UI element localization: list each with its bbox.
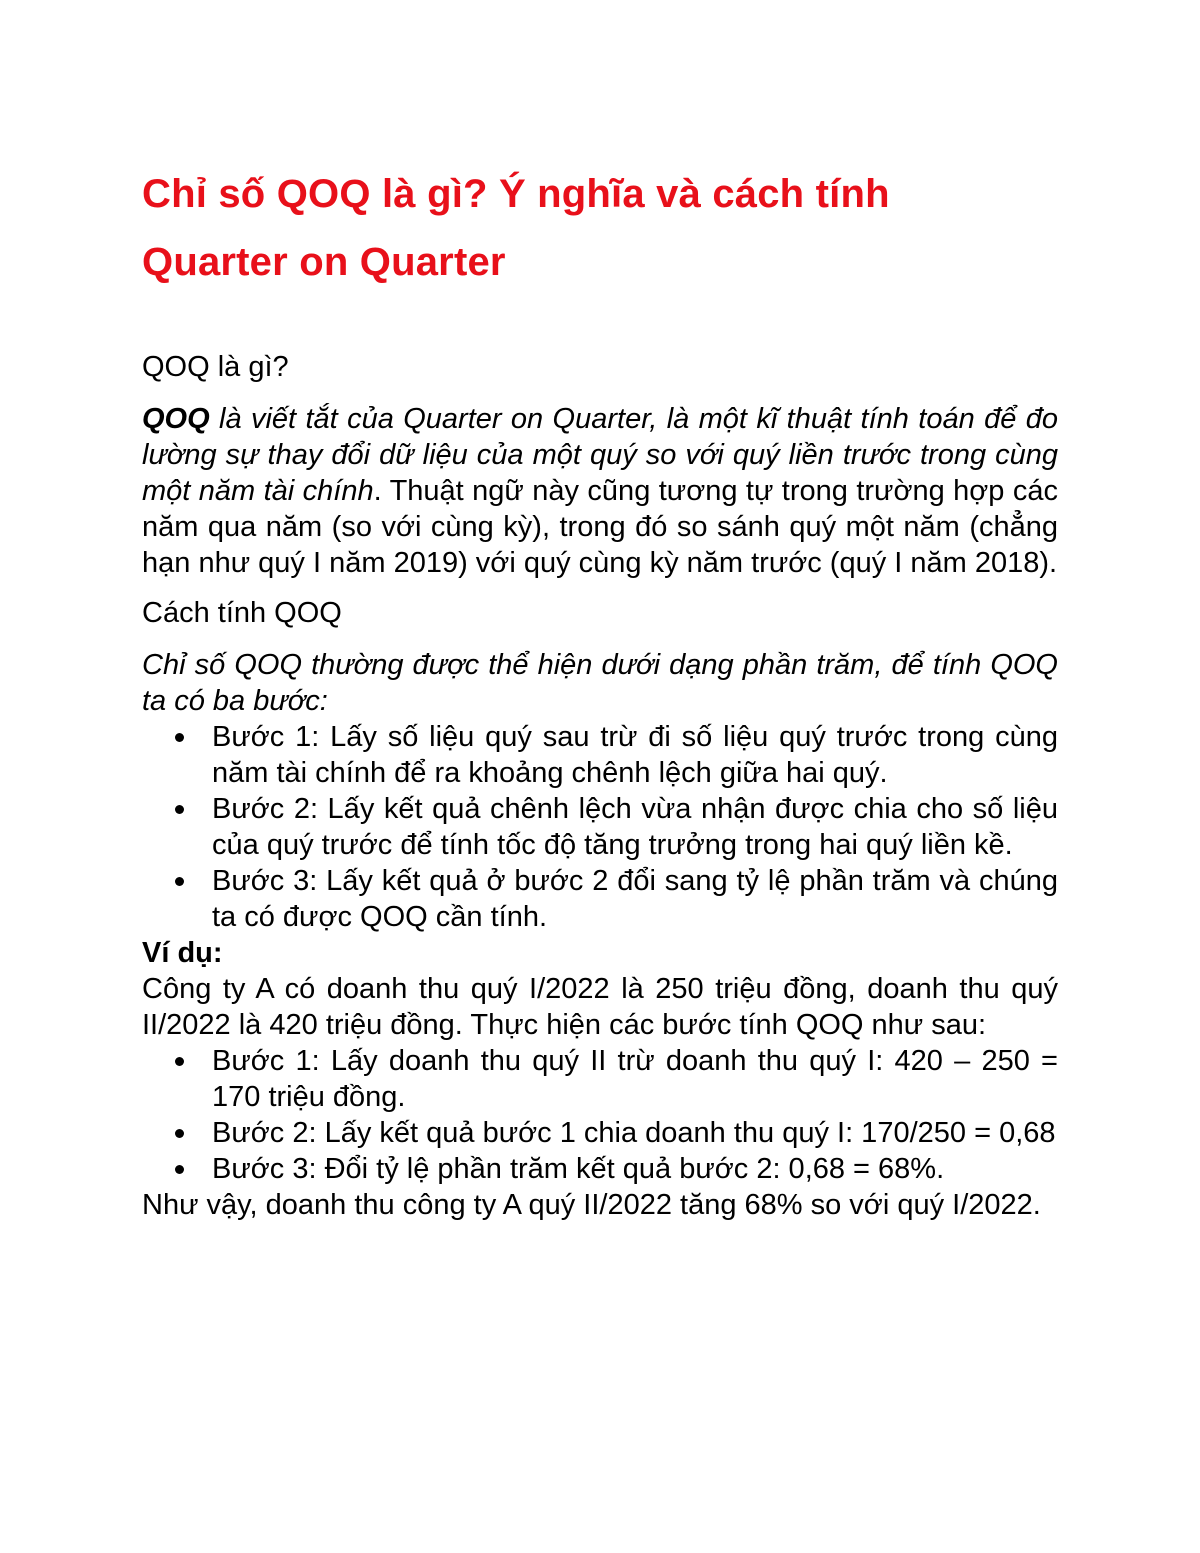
bullet-icon [175, 1057, 184, 1066]
example-intro: Công ty A có doanh thu quý I/2022 là 250 triệu đồng, doanh thu quý II/2022 là 420 triệu đồng. Thực hiện các bước tính QOQ như sau: [142, 973, 1058, 1041]
bullet-icon [175, 1129, 184, 1138]
definition-italic-text: là viết tắt của Quarter on Quarter, là một kĩ thuật tính toán để đo lường sự thay đổi dữ liệu của một quý so với quý liền trước trong cùng một năm tài chính [142, 403, 1058, 507]
bullet-icon [175, 877, 184, 886]
step-text: Bước 3: Đổi tỷ lệ phần trăm kết quả bước 2: 0,68 = 68%. [212, 1153, 945, 1185]
section-heading-what-is-qoq: QOQ là gì? [142, 351, 289, 383]
definition-rest-text: . Thuật ngữ này cũng tương tự trong trường hợp các năm qua năm (so với cùng kỳ), trong đó so sánh quý một năm (chẳng hạn như quý I năm 2019) với quý cùng kỳ năm trước (quý I năm 2018). [142, 475, 1058, 579]
calc-intro: Chỉ số QOQ thường được thể hiện dưới dạng phần trăm, để tính QOQ ta có ba bước: [142, 649, 1058, 717]
definition-paragraph [142, 401, 1058, 581]
step-text: Bước 2: Lấy kết quả chênh lệch vừa nhận được chia cho số liệu của quý trước để tính tốc độ tăng trưởng trong hai quý liền kề. [212, 793, 1058, 861]
list-item [142, 1115, 1058, 1151]
document-page [142, 160, 1058, 1223]
title-line-2: Quarter on Quarter [142, 240, 506, 284]
bullet-icon [175, 733, 184, 742]
list-item [142, 791, 1058, 863]
step-text: Bước 1: Lấy doanh thu quý II trừ doanh thu quý I: 420 – 250 = 170 triệu đồng. [212, 1045, 1058, 1113]
step-text: Bước 1: Lấy số liệu quý sau trừ đi số liệu quý trước trong cùng năm tài chính để ra khoảng chênh lệch giữa hai quý. [212, 721, 1058, 789]
example-conclusion: Như vậy, doanh thu công ty A quý II/2022 tăng 68% so với quý I/2022. [142, 1189, 1041, 1221]
list-item [142, 1151, 1058, 1187]
definition-term: QOQ [142, 403, 210, 435]
example-label: Ví dụ: [142, 937, 223, 969]
step-text: Bước 2: Lấy kết quả bước 1 chia doanh thu quý I: 170/250 = 0,68 [212, 1117, 1056, 1149]
document-title [142, 160, 1058, 296]
list-item [142, 719, 1058, 791]
bullet-icon [175, 1165, 184, 1174]
title-line-1: Chỉ số QOQ là gì? Ý nghĩa và cách tính [142, 172, 890, 216]
calc-steps-list [142, 719, 1058, 935]
example-steps-list [142, 1043, 1058, 1187]
section-heading-how-to-calc: Cách tính QOQ [142, 597, 342, 629]
bullet-icon [175, 805, 184, 814]
list-item [142, 1043, 1058, 1115]
step-text: Bước 3: Lấy kết quả ở bước 2 đổi sang tỷ lệ phần trăm và chúng ta có được QOQ cần tính. [212, 865, 1058, 933]
list-item [142, 863, 1058, 935]
